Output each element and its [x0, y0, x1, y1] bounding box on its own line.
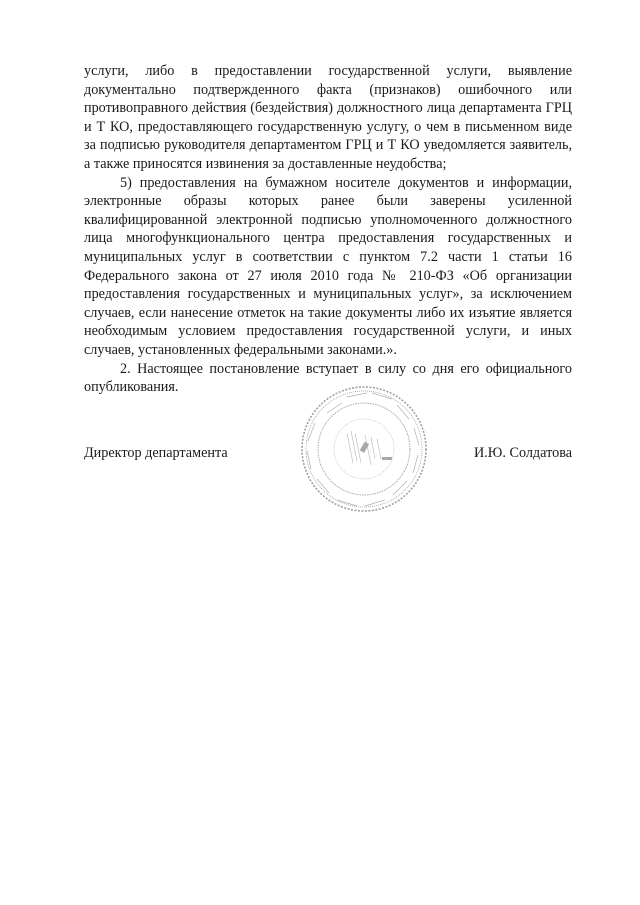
paragraph-item-5: 5) предоставления на бумажном носителе документов и информации, электронные образы которых ранее были заверены усиленной квалифицированной электронной подписью уполномоченного должностного лица многофункционального центра предоставления государственных и муниципальных услуг в соответствии с пунктом 7.2 части 1 статьи 16 Федерального закона от 27 июля 2010 года № 210-ФЗ «Об организации предоставления государственных и муниципальных услуг», за исключением случаев, если нанесение отметок на такие документы либо их изъятие является необходимым условием предоставления государственной услуги, и иных случаев, установленных федеральными законами.».	[84, 174, 572, 358]
signatory-name: И.Ю. Солдатова	[474, 445, 572, 461]
document-body	[84, 62, 572, 397]
seal-stamp-icon	[287, 383, 442, 516]
signatory-title: Директор департамента	[84, 445, 228, 461]
paragraph-effective-date: 2. Настоящее постановление вступает в силу со дня его официального опубликования.	[84, 360, 572, 396]
paragraph-continuation: услуги, либо в предоставлении государственной услуги, выявление документально подтвержденного факта (признаков) ошибочного или противоправного действия (бездействия) должностного лица департамента ГРЦ и Т КО, предоставляющего государственную услугу, о чем в письменном виде за подписью руководителя департаментом ГРЦ и Т КО уведомляется заявитель, а также приносятся извинения за доставленные неудобства;	[84, 63, 572, 172]
